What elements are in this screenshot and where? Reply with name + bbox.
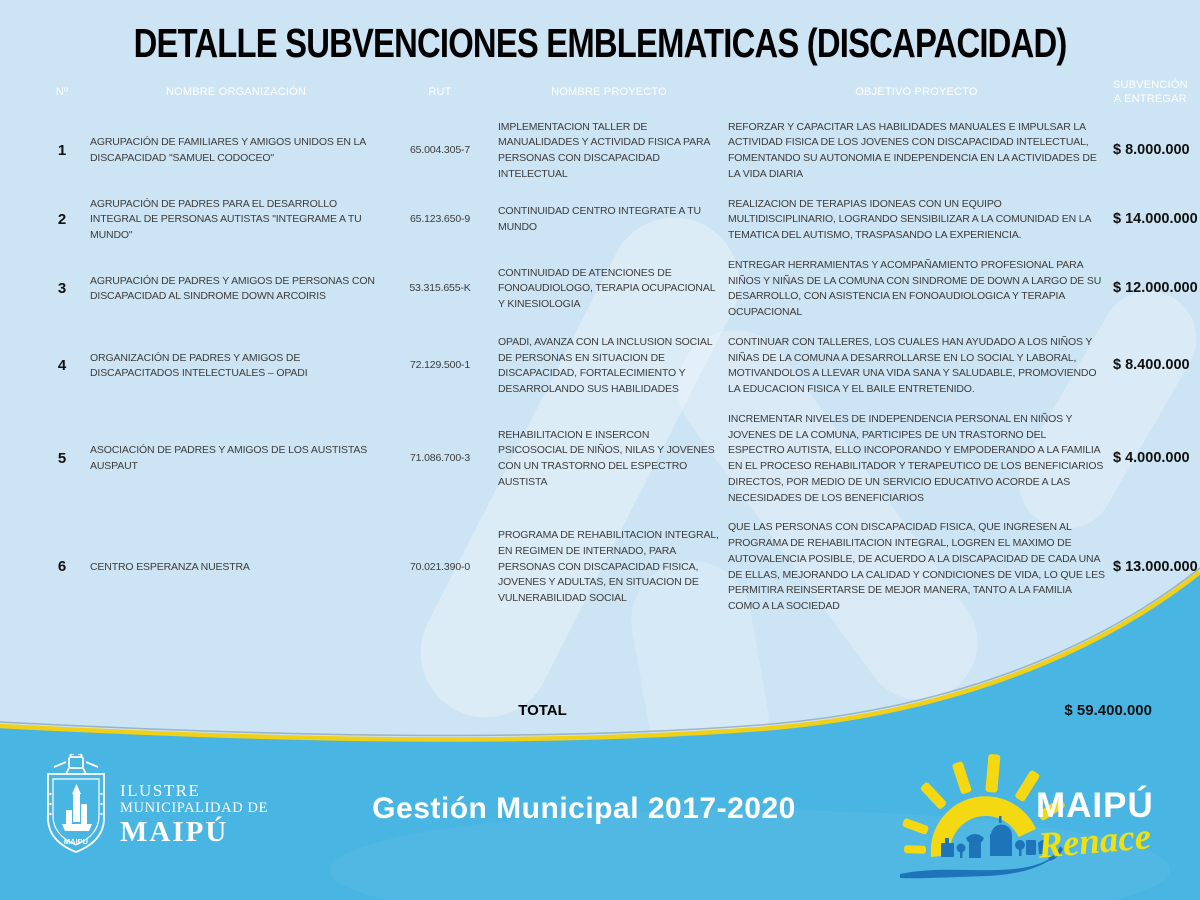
brand-subtitle: Renace bbox=[1036, 816, 1153, 867]
shield-banner-text: MAIPU bbox=[63, 837, 89, 846]
project-objective: REALIZACION DE TERAPIAS IDONEAS CON UN EQUIPO MULTIDISCIPLINARIO, LOGRANDO SENSIBILIZAR A LA COMUNIDAD EN LA TEMATICA DEL AUTISMO, TRASPASANDO LA EXPERIENCIA. bbox=[728, 197, 1091, 241]
rut-value: 72.129.500-1 bbox=[409, 359, 471, 372]
subsidy-amount: $ 12.000.000 bbox=[1113, 280, 1198, 297]
organization-name: AGRUPACIÓN DE PADRES PARA EL DESARROLLO INTEGRAL DE PERSONAS AUTISTAS "INTEGRAME A TU MUNDO" bbox=[90, 197, 362, 241]
subsidy-amount: $ 8.000.000 bbox=[1113, 142, 1190, 159]
header-organization: NOMBRE ORGANIZACIÓN bbox=[165, 85, 307, 98]
project-objective: CONTINUAR CON TALLERES, LOS CUALES HAN AYUDADO A LOS NIÑOS Y NIÑAS DE LA COMUNA A DESARROLLARSE EN LO SOCIAL Y LABORAL, MOTIVANDOLOS A LLEVAR UNA VIDA SANA Y SALUDABLE, PROMOVIENDO LA EDUCACION FISICA Y EL BAILE ENTRETENIDO. bbox=[728, 335, 1097, 395]
header-objective: OBJETIVO PROYECTO bbox=[855, 85, 978, 98]
header-subsidy: SUBVENCIÓN A ENTREGAR bbox=[1113, 79, 1188, 105]
organization-name: AGRUPACIÓN DE FAMILIARES Y AMIGOS UNIDOS EN LA DISCAPACIDAD "SAMUEL CODOCEO" bbox=[90, 136, 366, 164]
subsidy-amount: $ 8.400.000 bbox=[1113, 357, 1190, 374]
row-number: 4 bbox=[57, 357, 67, 374]
municipality-line3: MAIPÚ bbox=[120, 816, 229, 849]
subsidy-amount: $ 4.000.000 bbox=[1113, 450, 1190, 467]
table-row bbox=[42, 190, 1198, 251]
row-number: 1 bbox=[57, 141, 67, 159]
maipu-renace-logo bbox=[898, 742, 1198, 892]
rut-value: 53.315.655-K bbox=[409, 282, 471, 295]
municipality-line1: ILUSTRE bbox=[120, 781, 201, 800]
organization-name: ORGANIZACIÓN DE PADRES Y AMIGOS DE DISCAPACITADOS INTELECTUALES – OPADI bbox=[90, 351, 308, 380]
project-objective: INCREMENTAR NIVELES DE INDEPENDENCIA PERSONAL EN NIÑOS Y JOVENES DE LA COMUNA, PARTICIPES DE UN TRASTORNO DEL ESPECTRO AUTISTA, ELLO INCOPORANDO Y EMPODERANDO A LA FAMILIA EN EL PROCESO REHABILITADOR Y TERAPEUTICO DE LOS BENEFICIARIOS DIRECTOS, POR MEDIO DE UN SERVICIO EDUCATIVO ACORDE A LAS NECESIDADES DE LOS BENEFICIARIOS bbox=[728, 412, 1104, 504]
total-row bbox=[0, 702, 1200, 728]
subsidies-table bbox=[42, 77, 1198, 622]
project-name: OPADI, AVANZA CON LA INCLUSION SOCIAL DE PERSONAS EN SITUACION DE DISCAPACIDAD, FORTALECIMIENTO Y DESARROLANDO SUS HABILIDADES bbox=[498, 335, 713, 395]
page-title: DETALLE SUBVENCIONES EMBLEMATICAS (DISCAPACIDAD) bbox=[133, 20, 1067, 66]
organization-name: ASOCIACIÓN DE PADRES Y AMIGOS DE LOS AUSTISTAS AUSPAUT bbox=[90, 444, 368, 472]
organization-name: CENTRO ESPERANZA NUESTRA bbox=[90, 560, 250, 573]
subsidy-amount: $ 13.000.000 bbox=[1113, 558, 1198, 575]
row-number: 2 bbox=[57, 210, 67, 228]
subsidy-amount: $ 14.000.000 bbox=[1113, 211, 1198, 228]
project-name: PROGRAMA DE REHABILITACION INTEGRAL, EN REGIMEN DE INTERNADO, PARA PERSONAS CON DISCAPACIDAD FISICA, JOVENES Y ADULTAS, EN SITUACION DE VULNERABILIDAD SOCIAL bbox=[498, 529, 719, 605]
project-name: CONTINUIDAD CENTRO INTEGRATE A TU MUNDO bbox=[498, 205, 701, 234]
brand-name: MAIPÚ bbox=[1036, 786, 1154, 825]
row-number: 6 bbox=[57, 558, 67, 576]
project-name: CONTINUIDAD DE ATENCIONES DE FONOAUDIOLOGO, TERAPIA OCUPACIONAL Y KINESIOLOGIA bbox=[498, 266, 715, 311]
table-header-row bbox=[42, 77, 1188, 113]
project-objective: REFORZAR Y CAPACITAR LAS HABILIDADES MANUALES E IMPULSAR LA ACTIVIDAD FISICA DE LOS JOVENES CON DISCAPACIDAD INTELECTUAL, FOMENTANDO SU AUTONOMIA E INDEPENDENCIA EN LA ACTIVIDADES DE LA VIDA DIARIA bbox=[728, 120, 1097, 180]
footer-slogan: Gestión Municipal 2017-2020 bbox=[372, 792, 796, 825]
row-number: 5 bbox=[57, 449, 67, 467]
total-label: TOTAL bbox=[518, 702, 567, 719]
header-num: Nº bbox=[55, 85, 69, 98]
table-row bbox=[42, 405, 1190, 514]
total-amount: $ 59.400.000 bbox=[1064, 702, 1152, 719]
municipality-line2: MUNICIPALIDAD DE bbox=[120, 799, 269, 816]
table-row bbox=[42, 513, 1198, 622]
table-row bbox=[42, 251, 1198, 328]
project-name: IMPLEMENTACION TALLER DE MANUALIDADES Y ACTIVIDAD FISICA PARA PERSONAS CON DISCAPACIDAD INTELECTUAL bbox=[498, 120, 710, 180]
rut-value: 65.123.650-9 bbox=[409, 213, 471, 226]
header-rut: RUT bbox=[428, 85, 452, 98]
rut-value: 65.004.305-7 bbox=[409, 144, 471, 157]
table-row bbox=[42, 113, 1190, 190]
project-name: REHABILITACION E INSERCON PSICOSOCIAL DE NIÑOS, NILAS Y JOVENES CON UN TRASTORNO DEL ESPECTRO AUSTISTA bbox=[498, 428, 715, 488]
table-row bbox=[42, 328, 1190, 405]
rut-value: 71.086.700-3 bbox=[409, 452, 471, 465]
organization-name: AGRUPACIÓN DE PADRES Y AMIGOS DE PERSONAS CON DISCAPACIDAD AL SINDROME DOWN ARCOIRIS bbox=[90, 274, 375, 303]
header-project: NOMBRE PROYECTO bbox=[551, 85, 667, 98]
project-objective: QUE LAS PERSONAS CON DISCAPACIDAD FISICA, QUE INGRESEN AL PROGRAMA DE REHABILITACION INTEGRAL, LOGREN EL MAXIMO DE AUTOVALENCIA POSIBLE, DE ACUERDO A LA DISCAPACIDAD DE CADA UNA DE ELLAS, MEJORANDO LA CALIDAD Y CONDICIONES DE VIDA, LO QUE LES PERMITIRA REINSERTARSE DE MEJOR MANERA, TANTO A LA FAMILIA COMO A LA SOCIEDAD bbox=[728, 521, 1105, 612]
project-objective: ENTREGAR HERRAMIENTAS Y ACOMPAÑAMIENTO PROFESIONAL PARA NIÑOS Y NIÑAS DE LA COMUNA CON SINDROME DE DOWN A LARGO DE SU DESARROLLO, CON ASISTENCIA EN FONOAUDIOLOGICA Y TERAPIA OCUPACIONAL bbox=[728, 258, 1102, 318]
row-number: 3 bbox=[57, 280, 67, 297]
rut-value: 70.021.390-0 bbox=[409, 560, 471, 573]
